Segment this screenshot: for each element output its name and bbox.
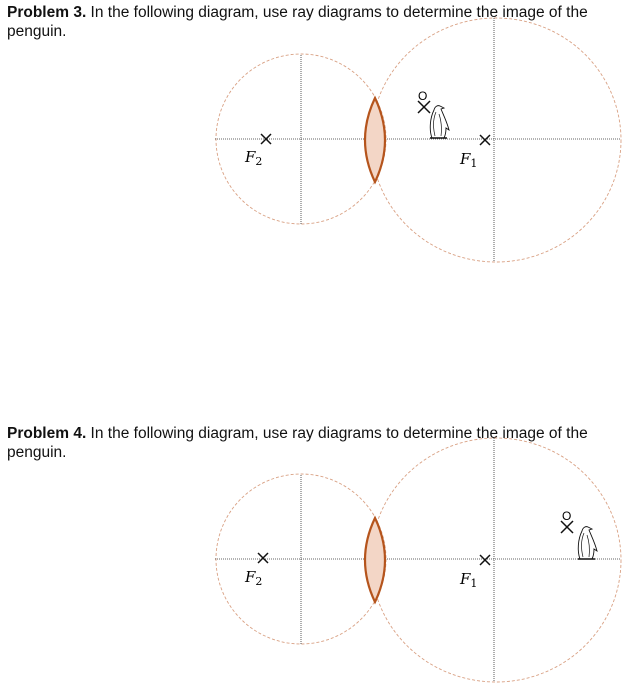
penguin-icon [578, 527, 597, 559]
focal-label-f2: $F_2$ [245, 148, 263, 168]
converging-lens [365, 518, 385, 602]
problem-4-diagram [215, 438, 621, 682]
problem-4-statement: In the following diagram, use ray diagrams to determine the image of the penguin. [7, 425, 588, 461]
focal-point-f2-marker [258, 553, 268, 563]
object-label: O [562, 509, 572, 523]
problem-3-number: Problem 3. [7, 4, 87, 21]
focal-label-f1: $F_1$ [460, 150, 478, 170]
right-focal-circle [371, 18, 621, 262]
focal-point-f1-marker [480, 135, 490, 145]
right-focal-circle [371, 438, 621, 682]
converging-lens [365, 98, 385, 182]
problem-3-diagram [215, 18, 621, 262]
problem-4-number: Problem 4. [7, 425, 87, 442]
focal-point-f1-marker [480, 555, 490, 565]
focal-label-f1: $F_1$ [460, 570, 478, 590]
object-label: O [418, 89, 428, 103]
focal-label-f2: $F_2$ [245, 568, 263, 588]
problem-3-statement: In the following diagram, use ray diagrams to determine the image of the penguin. [7, 4, 588, 40]
penguin-icon [430, 106, 449, 138]
